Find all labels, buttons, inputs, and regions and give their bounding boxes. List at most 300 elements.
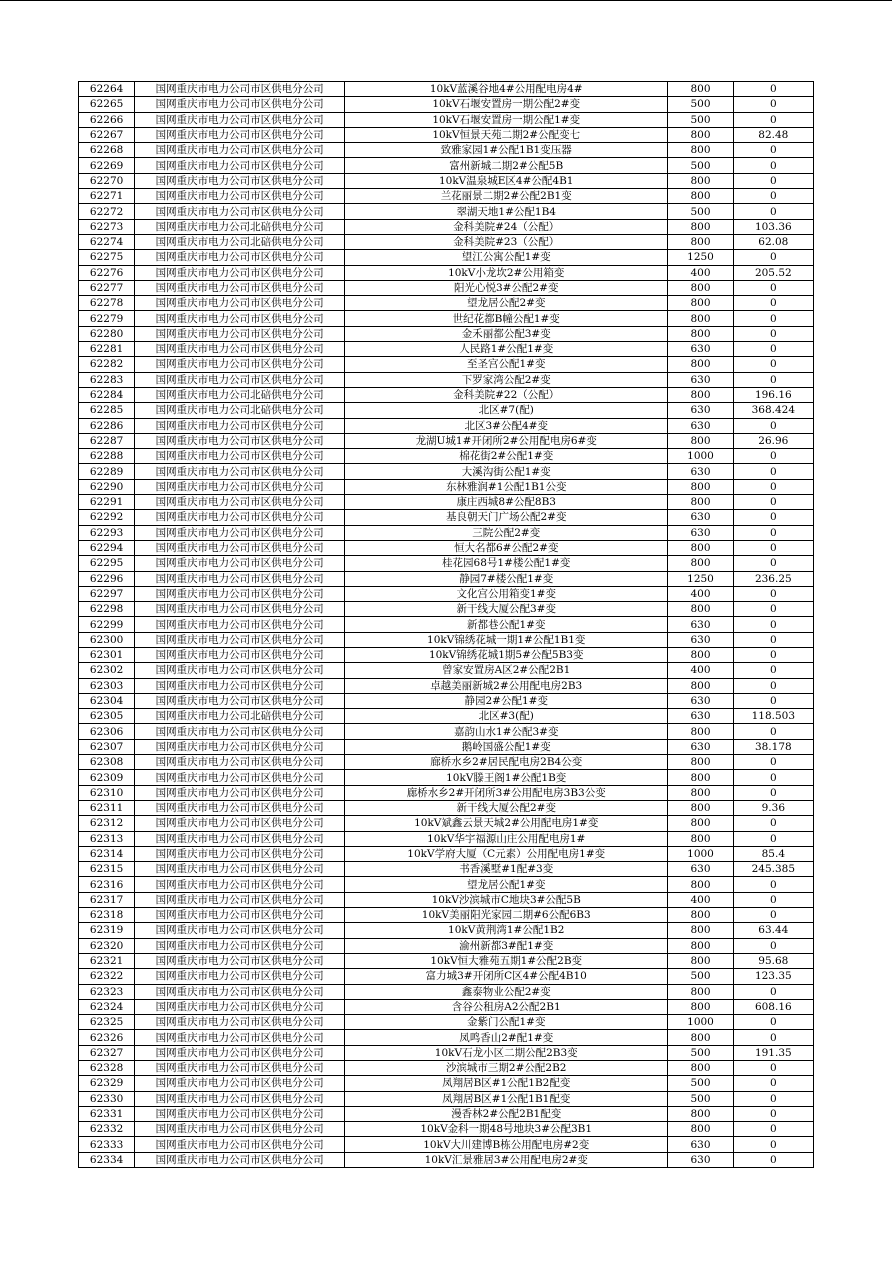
- value-cell: 0: [733, 158, 813, 173]
- capacity-cell: 800: [668, 1030, 733, 1045]
- table-row: [79, 204, 814, 219]
- row-id-cell: 62279: [79, 311, 135, 326]
- table-row: [79, 342, 814, 357]
- company-cell: 国网重庆市电力公司市区供电分公司: [135, 173, 345, 188]
- transformer-name-cell: 东林雅润#1公配1B1公变: [345, 479, 668, 494]
- company-cell: 国网重庆市电力公司市区供电分公司: [135, 816, 345, 831]
- transformer-name-cell: 望江公寓公配1#变: [345, 250, 668, 265]
- value-cell: 0: [733, 556, 813, 571]
- transformer-name-cell: 10kV锦绣花城1期5#公配5B3变: [345, 647, 668, 662]
- table-row: [79, 372, 814, 387]
- capacity-cell: 500: [668, 158, 733, 173]
- value-cell: 0: [733, 617, 813, 632]
- capacity-cell: 630: [668, 342, 733, 357]
- value-cell: 0: [733, 342, 813, 357]
- capacity-cell: 800: [668, 433, 733, 448]
- capacity-cell: 800: [668, 234, 733, 249]
- transformer-name-cell: 基良朝天门广场公配2#变: [345, 510, 668, 525]
- company-cell: 国网重庆市电力公司市区供电分公司: [135, 1015, 345, 1030]
- value-cell: 0: [733, 1015, 813, 1030]
- table-row: [79, 296, 814, 311]
- row-id-cell: 62281: [79, 342, 135, 357]
- table-row: [79, 800, 814, 815]
- transformer-name-cell: 凤翔居B区#1公配1B1配变: [345, 1091, 668, 1106]
- transformer-name-cell: 廊桥水乡2#开闭所3#公用配电房3B3公变: [345, 785, 668, 800]
- row-id-cell: 62310: [79, 785, 135, 800]
- company-cell: 国网重庆市电力公司市区供电分公司: [135, 800, 345, 815]
- value-cell: 0: [733, 586, 813, 601]
- capacity-cell: 800: [668, 923, 733, 938]
- value-cell: 26.96: [733, 433, 813, 448]
- value-cell: 0: [733, 97, 813, 112]
- row-id-cell: 62293: [79, 525, 135, 540]
- capacity-cell: 800: [668, 770, 733, 785]
- value-cell: 0: [733, 296, 813, 311]
- company-cell: 国网重庆市电力公司市区供电分公司: [135, 938, 345, 953]
- company-cell: 国网重庆市电力公司市区供电分公司: [135, 647, 345, 662]
- capacity-cell: 500: [668, 112, 733, 127]
- table-row: [79, 1015, 814, 1030]
- table-row: [79, 1030, 814, 1045]
- table-row: [79, 173, 814, 188]
- capacity-cell: 1250: [668, 571, 733, 586]
- company-cell: 国网重庆市电力公司市区供电分公司: [135, 877, 345, 892]
- table-row: [79, 709, 814, 724]
- table-row: [79, 724, 814, 739]
- value-cell: 608.16: [733, 999, 813, 1014]
- capacity-cell: 500: [668, 1076, 733, 1091]
- table-row: [79, 326, 814, 341]
- transformer-name-cell: 10kV斌鑫云景天城2#公用配电房1#变: [345, 816, 668, 831]
- company-cell: 国网重庆市电力公司市区供电分公司: [135, 296, 345, 311]
- capacity-cell: 400: [668, 663, 733, 678]
- row-id-cell: 62269: [79, 158, 135, 173]
- page-top-rule: [0, 0, 892, 1]
- row-id-cell: 62297: [79, 586, 135, 601]
- value-cell: 0: [733, 510, 813, 525]
- row-id-cell: 62270: [79, 173, 135, 188]
- company-cell: 国网重庆市电力公司市区供电分公司: [135, 693, 345, 708]
- table-row: [79, 387, 814, 402]
- capacity-cell: 800: [668, 540, 733, 555]
- row-id-cell: 62314: [79, 846, 135, 861]
- capacity-cell: 800: [668, 831, 733, 846]
- capacity-cell: 630: [668, 632, 733, 647]
- value-cell: 236.25: [733, 571, 813, 586]
- table-row: [79, 647, 814, 662]
- value-cell: 0: [733, 540, 813, 555]
- row-id-cell: 62268: [79, 143, 135, 158]
- row-id-cell: 62306: [79, 724, 135, 739]
- row-id-cell: 62294: [79, 540, 135, 555]
- table-row: [79, 969, 814, 984]
- capacity-cell: 800: [668, 127, 733, 142]
- company-cell: 国网重庆市电力公司市区供电分公司: [135, 969, 345, 984]
- value-cell: 0: [733, 525, 813, 540]
- row-id-cell: 62265: [79, 97, 135, 112]
- table-row: [79, 158, 814, 173]
- value-cell: 0: [733, 785, 813, 800]
- value-cell: 0: [733, 479, 813, 494]
- row-id-cell: 62292: [79, 510, 135, 525]
- company-cell: 国网重庆市电力公司市区供电分公司: [135, 372, 345, 387]
- row-id-cell: 62276: [79, 265, 135, 280]
- value-cell: 0: [733, 1106, 813, 1121]
- row-id-cell: 62287: [79, 433, 135, 448]
- company-cell: 国网重庆市电力公司北碚供电分公司: [135, 709, 345, 724]
- transformer-name-cell: 下罗家湾公配2#变: [345, 372, 668, 387]
- transformer-name-cell: 金科美院#24（公配）: [345, 219, 668, 234]
- capacity-cell: 500: [668, 969, 733, 984]
- row-id-cell: 62329: [79, 1076, 135, 1091]
- row-id-cell: 62328: [79, 1061, 135, 1076]
- company-cell: 国网重庆市电力公司市区供电分公司: [135, 250, 345, 265]
- transformer-name-cell: 金禾丽都公配3#变: [345, 326, 668, 341]
- company-cell: 国网重庆市电力公司市区供电分公司: [135, 479, 345, 494]
- company-cell: 国网重庆市电力公司市区供电分公司: [135, 495, 345, 510]
- table-row: [79, 265, 814, 280]
- value-cell: 0: [733, 311, 813, 326]
- value-cell: 0: [733, 647, 813, 662]
- table-row: [79, 831, 814, 846]
- table-row: [79, 556, 814, 571]
- capacity-cell: 630: [668, 525, 733, 540]
- table-row: [79, 449, 814, 464]
- value-cell: 0: [733, 663, 813, 678]
- value-cell: 0: [733, 724, 813, 739]
- row-id-cell: 62317: [79, 892, 135, 907]
- value-cell: 82.48: [733, 127, 813, 142]
- row-id-cell: 62324: [79, 999, 135, 1014]
- row-id-cell: 62296: [79, 571, 135, 586]
- company-cell: 国网重庆市电力公司市区供电分公司: [135, 1045, 345, 1060]
- value-cell: 0: [733, 418, 813, 433]
- transformer-name-cell: 漫香林2#公配2B1配变: [345, 1106, 668, 1121]
- value-cell: 0: [733, 204, 813, 219]
- transformer-name-cell: 10kV石堰安置房一期公配1#变: [345, 112, 668, 127]
- company-cell: 国网重庆市电力公司市区供电分公司: [135, 908, 345, 923]
- table-row: [79, 234, 814, 249]
- transformer-name-cell: 10kV小龙坎2#公用箱变: [345, 265, 668, 280]
- company-cell: 国网重庆市电力公司市区供电分公司: [135, 433, 345, 448]
- company-cell: 国网重庆市电力公司市区供电分公司: [135, 158, 345, 173]
- capacity-cell: 1250: [668, 250, 733, 265]
- capacity-cell: 500: [668, 204, 733, 219]
- row-id-cell: 62320: [79, 938, 135, 953]
- company-cell: 国网重庆市电力公司市区供电分公司: [135, 999, 345, 1014]
- table-row: [79, 571, 814, 586]
- row-id-cell: 62278: [79, 296, 135, 311]
- transformer-name-cell: 文化宫公用箱变1#变: [345, 586, 668, 601]
- company-cell: 国网重庆市电力公司市区供电分公司: [135, 556, 345, 571]
- capacity-cell: 800: [668, 800, 733, 815]
- row-id-cell: 62284: [79, 387, 135, 402]
- transformer-name-cell: 新都巷公配1#变: [345, 617, 668, 632]
- company-cell: 国网重庆市电力公司市区供电分公司: [135, 862, 345, 877]
- transformer-name-cell: 廊桥水乡2#居民配电房2B4公变: [345, 755, 668, 770]
- capacity-cell: 500: [668, 97, 733, 112]
- table-row: [79, 495, 814, 510]
- transformer-name-cell: 凤翔居B区#1公配1B2配变: [345, 1076, 668, 1091]
- company-cell: 国网重庆市电力公司市区供电分公司: [135, 571, 345, 586]
- value-cell: 0: [733, 357, 813, 372]
- value-cell: 0: [733, 464, 813, 479]
- company-cell: 国网重庆市电力公司北碚供电分公司: [135, 387, 345, 402]
- transformer-name-cell: 金科美院#23（公配）: [345, 234, 668, 249]
- capacity-cell: 630: [668, 418, 733, 433]
- transformer-name-cell: 10kV黄荆湾1#公配1B2: [345, 923, 668, 938]
- transformer-name-cell: 卓越美丽新城2#公用配电房2B3: [345, 678, 668, 693]
- company-cell: 国网重庆市电力公司市区供电分公司: [135, 449, 345, 464]
- transformer-name-cell: 北区#3(配): [345, 709, 668, 724]
- row-id-cell: 62304: [79, 693, 135, 708]
- transformer-name-cell: 凤鸣香山2#配1#变: [345, 1030, 668, 1045]
- value-cell: 0: [733, 1152, 813, 1167]
- table-row: [79, 816, 814, 831]
- transformer-name-cell: 静园2#公配1#变: [345, 693, 668, 708]
- table-row: [79, 617, 814, 632]
- transformer-name-cell: 10kV锦绣花城一期1#公配1B1变: [345, 632, 668, 647]
- company-cell: 国网重庆市电力公司市区供电分公司: [135, 678, 345, 693]
- value-cell: 103.36: [733, 219, 813, 234]
- table-row: [79, 755, 814, 770]
- row-id-cell: 62288: [79, 449, 135, 464]
- transformer-name-cell: 金科美院#22（公配）: [345, 387, 668, 402]
- capacity-cell: 630: [668, 403, 733, 418]
- row-id-cell: 62333: [79, 1137, 135, 1152]
- row-id-cell: 62321: [79, 953, 135, 968]
- value-cell: 0: [733, 632, 813, 647]
- row-id-cell: 62332: [79, 1122, 135, 1137]
- transformer-name-cell: 曾家安置房A区2#公配2B1: [345, 663, 668, 678]
- company-cell: 国网重庆市电力公司市区供电分公司: [135, 724, 345, 739]
- capacity-cell: 800: [668, 495, 733, 510]
- capacity-cell: 630: [668, 510, 733, 525]
- value-cell: 63.44: [733, 923, 813, 938]
- transformer-name-cell: 新干线大厦公配3#变: [345, 602, 668, 617]
- transformer-name-cell: 10kV温泉城E区4#公配4B1: [345, 173, 668, 188]
- table-row: [79, 586, 814, 601]
- transformer-name-cell: 大溪沟街公配1#变: [345, 464, 668, 479]
- transformer-name-cell: 静园7#楼公配1#变: [345, 571, 668, 586]
- capacity-cell: 800: [668, 296, 733, 311]
- table-row: [79, 632, 814, 647]
- table-row: [79, 908, 814, 923]
- company-cell: 国网重庆市电力公司市区供电分公司: [135, 1152, 345, 1167]
- company-cell: 国网重庆市电力公司市区供电分公司: [135, 82, 345, 97]
- row-id-cell: 62318: [79, 908, 135, 923]
- transformer-name-cell: 北区#7(配): [345, 403, 668, 418]
- company-cell: 国网重庆市电力公司市区供电分公司: [135, 1122, 345, 1137]
- row-id-cell: 62300: [79, 632, 135, 647]
- capacity-cell: 1000: [668, 1015, 733, 1030]
- table-row: [79, 112, 814, 127]
- company-cell: 国网重庆市电力公司市区供电分公司: [135, 418, 345, 433]
- transformer-name-cell: 10kV美丽阳光家园二期#6公配6B3: [345, 908, 668, 923]
- table-row: [79, 464, 814, 479]
- company-cell: 国网重庆市电力公司市区供电分公司: [135, 357, 345, 372]
- value-cell: 0: [733, 372, 813, 387]
- table-body: [79, 82, 814, 1168]
- table-row: [79, 357, 814, 372]
- row-id-cell: 62291: [79, 495, 135, 510]
- value-cell: 0: [733, 250, 813, 265]
- capacity-cell: 630: [668, 693, 733, 708]
- row-id-cell: 62325: [79, 1015, 135, 1030]
- capacity-cell: 630: [668, 862, 733, 877]
- capacity-cell: 800: [668, 1106, 733, 1121]
- transformer-name-cell: 致雅家园1#公配1B1变压器: [345, 143, 668, 158]
- row-id-cell: 62285: [79, 403, 135, 418]
- capacity-cell: 800: [668, 602, 733, 617]
- company-cell: 国网重庆市电力公司市区供电分公司: [135, 1106, 345, 1121]
- company-cell: 国网重庆市电力公司市区供电分公司: [135, 1061, 345, 1076]
- table-row: [79, 250, 814, 265]
- capacity-cell: 800: [668, 219, 733, 234]
- capacity-cell: 800: [668, 387, 733, 402]
- capacity-cell: 800: [668, 479, 733, 494]
- table-row: [79, 189, 814, 204]
- company-cell: 国网重庆市电力公司市区供电分公司: [135, 311, 345, 326]
- value-cell: 85.4: [733, 846, 813, 861]
- transformer-name-cell: 阳光心悦3#公配2#变: [345, 280, 668, 295]
- value-cell: 0: [733, 495, 813, 510]
- transformer-name-cell: 棉花街2#公配1#变: [345, 449, 668, 464]
- transformer-name-cell: 10kV汇景雅居3#公用配电房2#变: [345, 1152, 668, 1167]
- company-cell: 国网重庆市电力公司市区供电分公司: [135, 785, 345, 800]
- capacity-cell: 800: [668, 311, 733, 326]
- company-cell: 国网重庆市电力公司北碚供电分公司: [135, 219, 345, 234]
- row-id-cell: 62271: [79, 189, 135, 204]
- value-cell: 196.16: [733, 387, 813, 402]
- transformer-name-cell: 10kV学府大厦（C元素）公用配电房1#变: [345, 846, 668, 861]
- table-row: [79, 403, 814, 418]
- row-id-cell: 62272: [79, 204, 135, 219]
- transformer-name-cell: 康庄西城8#公配8B3: [345, 495, 668, 510]
- table-row: [79, 678, 814, 693]
- company-cell: 国网重庆市电力公司市区供电分公司: [135, 953, 345, 968]
- table-row: [79, 1106, 814, 1121]
- transformer-name-cell: 10kV恒景天苑二期2#公配变七: [345, 127, 668, 142]
- value-cell: 0: [733, 602, 813, 617]
- value-cell: 0: [733, 831, 813, 846]
- capacity-cell: 400: [668, 265, 733, 280]
- row-id-cell: 62299: [79, 617, 135, 632]
- company-cell: 国网重庆市电力公司市区供电分公司: [135, 586, 345, 601]
- value-cell: 0: [733, 755, 813, 770]
- table-row: [79, 1122, 814, 1137]
- capacity-cell: 630: [668, 1137, 733, 1152]
- table-row: [79, 938, 814, 953]
- table-row: [79, 97, 814, 112]
- capacity-cell: 800: [668, 357, 733, 372]
- capacity-cell: 630: [668, 617, 733, 632]
- capacity-cell: 800: [668, 326, 733, 341]
- transformer-name-cell: 富力城3#开闭所C区4#公配4B10: [345, 969, 668, 984]
- value-cell: 0: [733, 143, 813, 158]
- value-cell: 0: [733, 82, 813, 97]
- table-row: [79, 877, 814, 892]
- capacity-cell: 400: [668, 586, 733, 601]
- company-cell: 国网重庆市电力公司市区供电分公司: [135, 739, 345, 754]
- row-id-cell: 62322: [79, 969, 135, 984]
- capacity-cell: 800: [668, 816, 733, 831]
- company-cell: 国网重庆市电力公司市区供电分公司: [135, 204, 345, 219]
- capacity-cell: 800: [668, 984, 733, 999]
- table-row: [79, 923, 814, 938]
- value-cell: 38.178: [733, 739, 813, 754]
- row-id-cell: 62315: [79, 862, 135, 877]
- company-cell: 国网重庆市电力公司北碚供电分公司: [135, 403, 345, 418]
- table-row: [79, 219, 814, 234]
- value-cell: 368.424: [733, 403, 813, 418]
- capacity-cell: 630: [668, 464, 733, 479]
- value-cell: 0: [733, 1076, 813, 1091]
- table-row: [79, 846, 814, 861]
- company-cell: 国网重庆市电力公司北碚供电分公司: [135, 234, 345, 249]
- row-id-cell: 62290: [79, 479, 135, 494]
- value-cell: 191.35: [733, 1045, 813, 1060]
- company-cell: 国网重庆市电力公司市区供电分公司: [135, 755, 345, 770]
- transformer-name-cell: 10kV蓝溪谷地4#公用配电房4#: [345, 82, 668, 97]
- row-id-cell: 62298: [79, 602, 135, 617]
- row-id-cell: 62327: [79, 1045, 135, 1060]
- row-id-cell: 62305: [79, 709, 135, 724]
- value-cell: 0: [733, 1091, 813, 1106]
- value-cell: 0: [733, 112, 813, 127]
- company-cell: 国网重庆市电力公司市区供电分公司: [135, 617, 345, 632]
- value-cell: 0: [733, 280, 813, 295]
- company-cell: 国网重庆市电力公司市区供电分公司: [135, 1030, 345, 1045]
- transformer-name-cell: 人民路1#公配1#变: [345, 342, 668, 357]
- transformer-name-cell: 至圣宫公配1#变: [345, 357, 668, 372]
- table-row: [79, 540, 814, 555]
- value-cell: 0: [733, 173, 813, 188]
- transformer-name-cell: 10kV恒大雅苑五期1#公配2B变: [345, 953, 668, 968]
- company-cell: 国网重庆市电力公司市区供电分公司: [135, 892, 345, 907]
- transformer-name-cell: 10kV石堰安置房一期公配2#变: [345, 97, 668, 112]
- value-cell: 0: [733, 892, 813, 907]
- row-id-cell: 62323: [79, 984, 135, 999]
- company-cell: 国网重庆市电力公司市区供电分公司: [135, 280, 345, 295]
- transformer-name-cell: 沙滨城市三期2#公配2B2: [345, 1061, 668, 1076]
- transformer-table: [78, 81, 814, 1168]
- table-row: [79, 1137, 814, 1152]
- table-row: [79, 739, 814, 754]
- row-id-cell: 62301: [79, 647, 135, 662]
- transformer-name-cell: 恒大名都6#公配2#变: [345, 540, 668, 555]
- transformer-name-cell: 望龙居公配2#变: [345, 296, 668, 311]
- table-row: [79, 510, 814, 525]
- table-row: [79, 862, 814, 877]
- table-row: [79, 770, 814, 785]
- value-cell: 123.35: [733, 969, 813, 984]
- transformer-name-cell: 新干线大厦公配2#变: [345, 800, 668, 815]
- capacity-cell: 1000: [668, 449, 733, 464]
- capacity-cell: 400: [668, 892, 733, 907]
- transformer-name-cell: 世纪花都B幢公配1#变: [345, 311, 668, 326]
- value-cell: 0: [733, 908, 813, 923]
- row-id-cell: 62264: [79, 82, 135, 97]
- capacity-cell: 630: [668, 372, 733, 387]
- company-cell: 国网重庆市电力公司市区供电分公司: [135, 265, 345, 280]
- table-row: [79, 984, 814, 999]
- row-id-cell: 62266: [79, 112, 135, 127]
- transformer-name-cell: 10kV滕王阁1#公配1B变: [345, 770, 668, 785]
- value-cell: 0: [733, 449, 813, 464]
- row-id-cell: 62309: [79, 770, 135, 785]
- row-id-cell: 62273: [79, 219, 135, 234]
